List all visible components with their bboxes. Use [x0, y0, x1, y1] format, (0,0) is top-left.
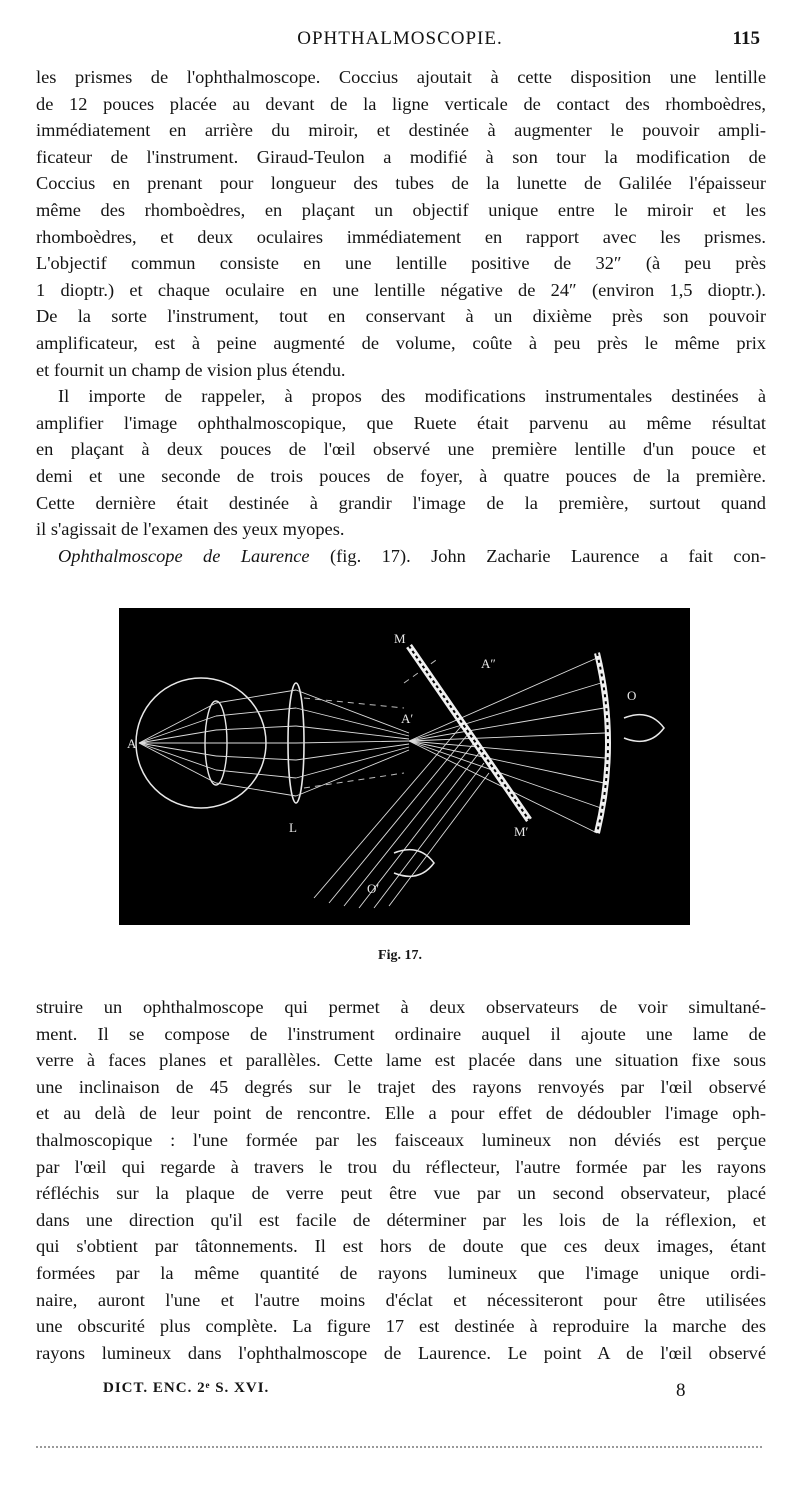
text-line: amplifier l'image ophthalmoscopique, que Ruete était parvenu au même résultat: [36, 412, 766, 433]
text-span: (fig. 17). John Zacharie Laurence a fait con-: [309, 545, 766, 566]
text-line: formées par la même quantité de rayons lumineux que l'image unique ordi-: [36, 1262, 766, 1283]
page-header: [36, 28, 764, 54]
text-line: rhomboèdres, et deux oculaires immédiatement en rapport avec les prismes.: [36, 226, 766, 247]
figure-caption: Fig. 17.: [378, 948, 422, 963]
text-line: même des rhomboèdres, en plaçant un objectif unique entre le miroir et les: [36, 199, 766, 220]
label-o: O: [627, 688, 637, 703]
text-line: réfléchis sur la plaque de verre peut être vue par un second observateur, placé: [36, 1183, 766, 1204]
italic-title: Ophthalmoscope de Laurence: [58, 545, 310, 566]
text-line: qui s'obtient par tâtonnements. Il est hors de doute que ces deux images, étant: [36, 1236, 766, 1257]
label-a-prime: A′: [401, 711, 414, 726]
text-line: et fournit un champ de vision plus étendu.: [36, 359, 346, 380]
sheet-number: 8: [676, 1380, 686, 1401]
text-line: Coccius en prenant pour longueur des tubes de la lunette de Galilée l'épaisseur: [36, 173, 766, 194]
running-title: OPHTHALMOSCOPIE.: [297, 28, 503, 49]
body-text-bottom: [36, 994, 766, 1366]
text-line: immédiatement en arrière du miroir, et destinée à augmenter le pouvoir ampli-: [36, 120, 766, 141]
text-line: une obscurité plus complète. La figure 17 est destinée à reproduire la marche des: [36, 1316, 766, 1337]
text-line: struire un ophthalmoscope qui permet à deux observateurs de voir simultané-: [36, 997, 766, 1017]
text-line: Il importe de rappeler, à propos des modifications instrumentales destinées à: [58, 386, 766, 407]
text-line: demi et une seconde de trois pouces de foyer, à quatre pouces de la première.: [36, 465, 766, 486]
page-number: 115: [732, 28, 760, 49]
bottom-dotted-rule: [36, 1446, 762, 1448]
text-line: rayons lumineux dans l'ophthalmoscope de Laurence. Le point A de l'œil observé: [36, 1342, 766, 1363]
text-line: les prismes de l'ophthalmoscope. Coccius ajoutait à cette disposition une lentille: [36, 67, 766, 87]
text-line: dans une direction qu'il est facile de déterminer par les lois de la réflexion, et: [36, 1209, 766, 1230]
label-m-prime: M′: [514, 824, 529, 839]
label-l: L: [289, 820, 297, 835]
text-line: amplificateur, est à peine augmenté de volume, coûte à peu près le même prix: [36, 332, 766, 353]
text-line: ficateur de l'instrument. Giraud-Teulon a modifié à son tour la modification de: [36, 146, 766, 167]
text-line: ment. Il se compose de l'instrument ordinaire auquel il ajoute une lame de: [36, 1023, 766, 1044]
figure-17: [119, 608, 690, 925]
signature-mark: DICT. ENC. 2ᵉ S. XVI.: [103, 1380, 270, 1396]
text-line: Cette dernière était destinée à grandir l'image de la première, surtout quand: [36, 492, 766, 513]
text-line: en plaçant à deux pouces de l'œil observé une première lentille d'un pouce et: [36, 439, 766, 460]
label-m: M: [394, 631, 406, 646]
text-line: de 12 pouces placée au devant de la ligne verticale de contact des rhomboèdres,: [36, 93, 766, 114]
page-footer: [103, 1380, 703, 1404]
text-line: thalmoscopique : l'une formée par les faisceaux lumineux non déviés est perçue: [36, 1129, 766, 1150]
text-line: De la sorte l'instrument, tout en conservant à un dixième près son pouvoir: [36, 306, 766, 327]
text-line: L'objectif commun consiste en une lentille positive de 32″ (à peu près: [36, 253, 766, 274]
body-text-top: [36, 64, 766, 569]
label-a-double-prime: A″: [481, 656, 496, 671]
label-a: A: [127, 736, 137, 751]
text-line: il s'agissait de l'examen des yeux myopes.: [36, 519, 345, 540]
text-line: verre à faces planes et parallèles. Cette lame est placée dans une situation fixe sous: [36, 1050, 766, 1071]
text-line: naire, auront l'une et l'autre moins d'éclat et nécessiteront pour être utilisées: [36, 1289, 766, 1310]
text-line: 1 dioptr.) et chaque oculaire en une lentille négative de 24″ (environ 1,5 dioptr.).: [36, 279, 766, 300]
text-line: une inclinaison de 45 degrés sur le trajet des rayons renvoyés par l'œil observé: [36, 1076, 766, 1097]
ophthalmoscope-diagram: [119, 608, 690, 925]
text-line: par l'œil qui regarde à travers le trou du réflecteur, l'autre formée par les rayons: [36, 1156, 766, 1177]
label-o-prime: O′: [367, 881, 380, 896]
text-line: et au delà de leur point de rencontre. Elle a pour effet de dédoubler l'image oph-: [36, 1103, 766, 1124]
text-line: [36, 543, 766, 570]
